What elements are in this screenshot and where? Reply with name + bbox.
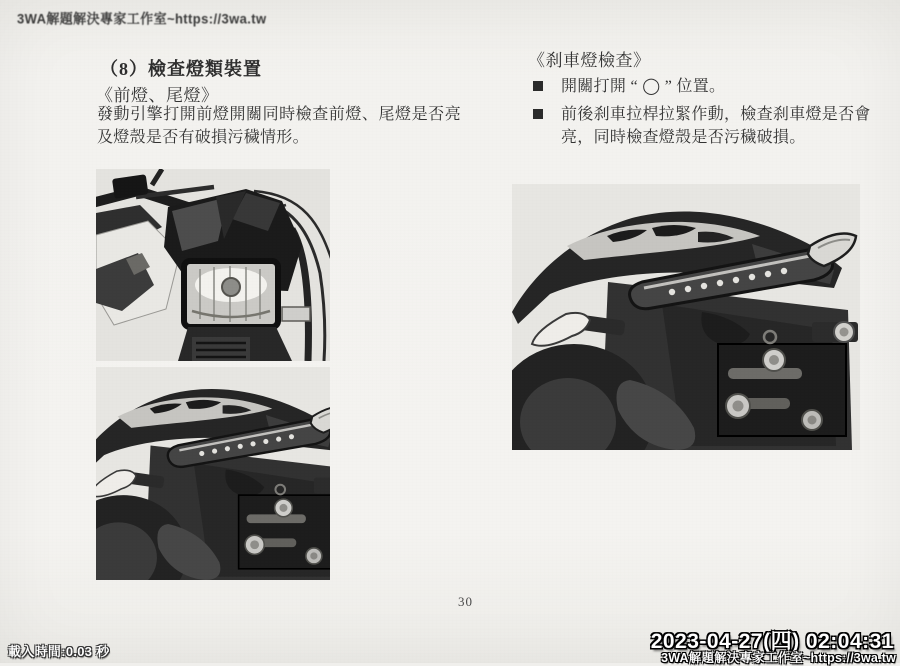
motorcycle-rear-illustration-small: [96, 367, 330, 580]
photo-motorcycle-taillight-large: [512, 184, 860, 450]
section-heading: （8）檢查燈類裝置: [100, 59, 262, 79]
photo-motorcycle-headlight-front: [96, 169, 330, 361]
bullet-text: 開關打開 “ ◯ ” 位置。: [561, 78, 726, 95]
page-number: 30: [458, 594, 473, 609]
list-item: [533, 103, 885, 149]
subheading-front-tail-lamp: 《前燈、尾燈》: [96, 86, 219, 105]
front-tail-lamp-body-text: 發動引擎打開前燈開關同時檢查前燈、尾燈是否亮及燈殼是否有破損污穢情形。: [97, 106, 461, 146]
load-time-overlay: 載入時間:0.03 秒: [8, 644, 110, 659]
motorcycle-rear-illustration-large: [512, 184, 860, 450]
motorcycle-front-illustration: [96, 169, 330, 361]
bullet-square-icon: [533, 81, 543, 91]
brake-check-bullet-list: [533, 75, 885, 154]
subheading-brake-lamp-check: 《刹車燈檢查》: [528, 51, 651, 70]
list-item: [533, 75, 885, 98]
bullet-square-icon: [533, 109, 543, 119]
bullet-text: 前後刹車拉桿拉緊作動，檢查刹車燈是否會亮，同時檢查燈殼是否污穢破損。: [561, 106, 871, 146]
timestamp-overlay: 2023-04-27(四) 02:04:31: [650, 630, 894, 653]
watermark-top-left: 3WA解題解決專家工作室~https://3wa.tw: [17, 10, 267, 27]
watermark-bottom-right: 3WA解題解決專家工作室~https://3wa.tw: [661, 651, 896, 665]
photo-motorcycle-taillight-small: [96, 367, 330, 580]
